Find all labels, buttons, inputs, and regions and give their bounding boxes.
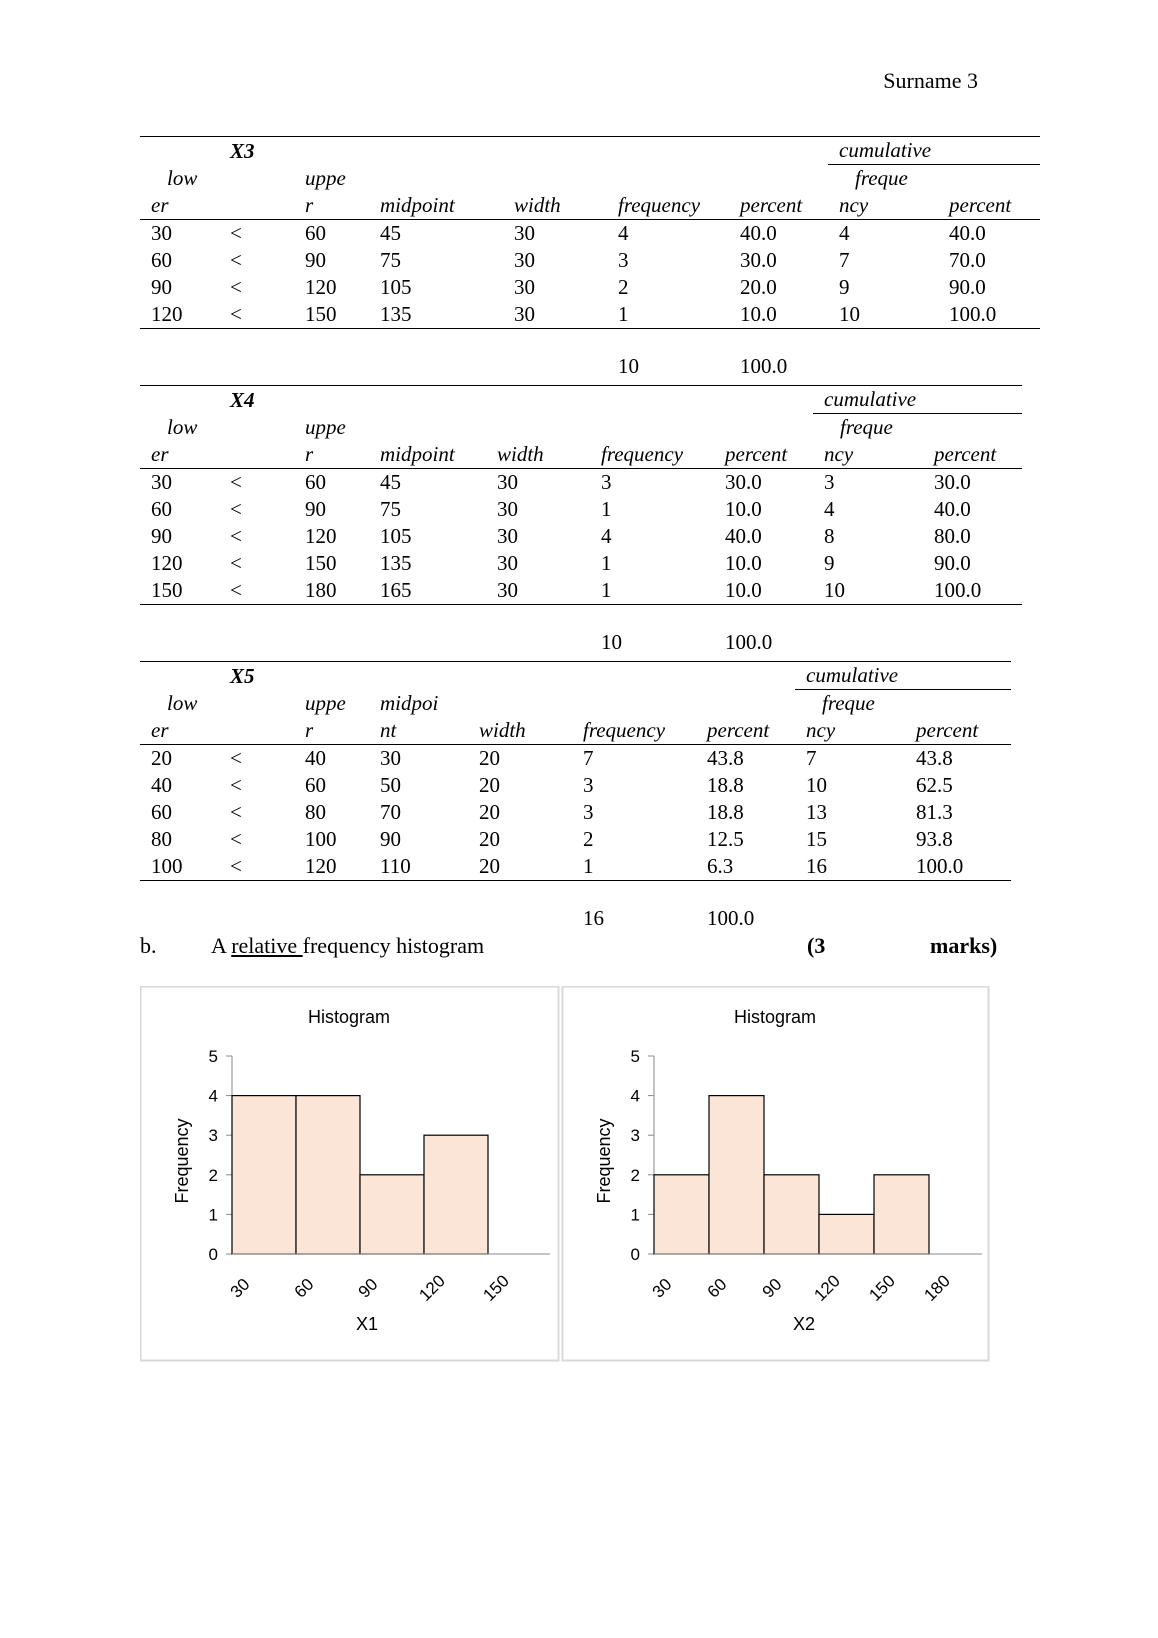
y-axis-label: Frequency [172,1118,192,1204]
table-row: 60 < 90 75 30 3 30.0 7 70.0 [151,248,986,272]
chart-frame [563,987,989,1361]
cumulative-header: cumulative [795,662,1011,690]
midpoint-header: midpoint [369,441,486,469]
table-title: X3 [219,137,294,165]
table-row: 90 < 120 105 30 4 40.0 8 80.0 [151,524,971,548]
histogram-bar [654,1175,709,1254]
y-tick-label: 3 [208,1126,218,1146]
table-total-row [140,353,1040,380]
frequency-table-x3 [140,136,1040,380]
y-tick-label: 2 [630,1165,640,1185]
cumulative-header: cumulative [813,386,1022,414]
histogram-bar [232,1096,296,1254]
histogram-bar [819,1214,874,1254]
y-tick-label: 0 [630,1245,640,1264]
table-row: 20 < 40 30 20 7 43.8 7 43.8 [151,746,953,770]
width-header: width [468,717,572,745]
table-title: X4 [219,386,294,414]
chart-title: Histogram [307,1007,391,1027]
x-tick-label: 180 [920,1271,954,1305]
total-percent: 100.0 [707,906,755,930]
table-row: 100 < 120 110 20 1 6.3 16 100.0 [140,853,1011,881]
total-frequency: 10 [601,630,622,654]
upper-header: r [294,192,369,220]
frequency-table-x5 [140,661,1011,932]
x-axis-label: X1 [355,1314,379,1334]
x-tick-label: 150 [479,1271,513,1305]
table-row: 60 < 80 70 20 3 18.8 13 81.3 [151,800,953,824]
midpoint-header: midpoint [369,192,503,220]
upper-header: uppe [305,415,346,439]
upper-header: r [294,441,369,469]
table-row: 30 < 60 45 30 4 40.0 4 40.0 [151,221,986,245]
underlined-word: relative [231,933,303,958]
x-tick-label: 150 [865,1271,899,1305]
chart-title: Histogram [733,1007,817,1027]
y-tick-label: 0 [208,1245,218,1264]
x-tick-label: 60 [703,1274,731,1302]
x-tick-label: 90 [758,1274,786,1302]
frequency-header: frequency [590,441,714,469]
y-tick-label: 5 [208,1047,218,1066]
cumulative-frequency-header: freque [822,691,875,715]
upper-header: r [294,717,369,745]
histogram-bar [424,1135,488,1254]
cumulative-percent-header: percent [938,192,1040,220]
histogram-bar [709,1096,764,1254]
table-title: X5 [219,662,294,690]
total-percent: 100.0 [740,354,788,378]
table-row: 40 < 60 50 20 3 18.8 10 62.5 [151,773,953,797]
part-b-question [140,933,1010,963]
percent-header: percent [729,192,828,220]
table-row: 120 < 150 135 30 1 10.0 9 90.0 [151,551,971,575]
table-row: 60 < 90 75 30 1 10.0 4 40.0 [151,497,971,521]
cumulative-frequency-header: ncy [828,192,938,220]
cumulative-percent-header: percent [905,717,1011,745]
lower-header: er [140,717,219,745]
table-row: 80 < 100 90 20 2 12.5 15 93.8 [151,827,953,851]
table-row: 30 < 60 45 30 3 30.0 3 30.0 [151,470,971,494]
cumulative-frequency-header: freque [855,166,908,190]
y-axis-label: Frequency [594,1118,614,1204]
midpoint-header: nt [369,717,468,745]
marks-open: (3 [807,933,826,958]
table-total-row [140,905,1011,932]
histogram-bar [296,1096,360,1254]
y-tick-label: 3 [630,1126,640,1146]
table-row: 150 < 180 165 30 1 10.0 10 100.0 [140,577,1022,605]
cumulative-percent-header: percent [923,441,1022,469]
y-tick-label: 2 [208,1165,218,1185]
x-axis-label: X2 [792,1314,816,1334]
histogram-bar [360,1175,424,1254]
total-percent: 100.0 [725,630,773,654]
y-tick-label: 4 [630,1086,640,1106]
table-row: 90 < 120 105 30 2 20.0 9 90.0 [151,275,986,299]
width-header: width [503,192,607,220]
x-tick-label: 120 [810,1271,844,1305]
cumulative-frequency-header: freque [840,415,893,439]
width-header: width [486,441,590,469]
histogram-bar [764,1175,819,1254]
upper-header: uppe [305,691,346,715]
y-tick-label: 1 [630,1205,640,1225]
lower-header: er [140,441,219,469]
frequency-header: frequency [607,192,729,220]
total-frequency: 16 [583,906,604,930]
x-tick-label: 120 [415,1271,449,1305]
upper-header: uppe [305,166,346,190]
cumulative-frequency-header: ncy [813,441,923,469]
frequency-table-x4 [140,385,1022,656]
histogram-svg [140,986,990,1362]
total-frequency: 10 [618,354,639,378]
page-header-surname: Surname 3 [883,68,978,93]
x-tick-label: 60 [290,1274,318,1302]
cumulative-frequency-header: ncy [795,717,905,745]
y-tick-label: 5 [630,1047,640,1066]
table-row: 120 < 150 135 30 1 10.0 10 100.0 [140,301,1040,329]
x-tick-label: 90 [354,1274,382,1302]
lower-header: low [167,691,198,715]
marks-close: marks) [930,933,998,958]
part-b-label: b. [140,933,157,958]
lower-header: low [167,415,198,439]
percent-header: percent [714,441,813,469]
part-b-text: A relative frequency histogram [211,933,485,958]
lower-header: er [140,192,219,220]
percent-header: percent [696,717,795,745]
histogram-bar [874,1175,929,1254]
y-tick-label: 4 [208,1086,218,1106]
frequency-header: frequency [572,717,696,745]
lower-header: low [167,166,198,190]
x-tick-label: 30 [226,1274,254,1302]
cumulative-header: cumulative [828,137,1040,165]
table-total-row [140,629,1022,656]
histogram-charts [140,986,990,1367]
y-tick-label: 1 [208,1205,218,1225]
x-tick-label: 30 [648,1274,676,1302]
midpoint-header: midpoi [380,691,439,715]
